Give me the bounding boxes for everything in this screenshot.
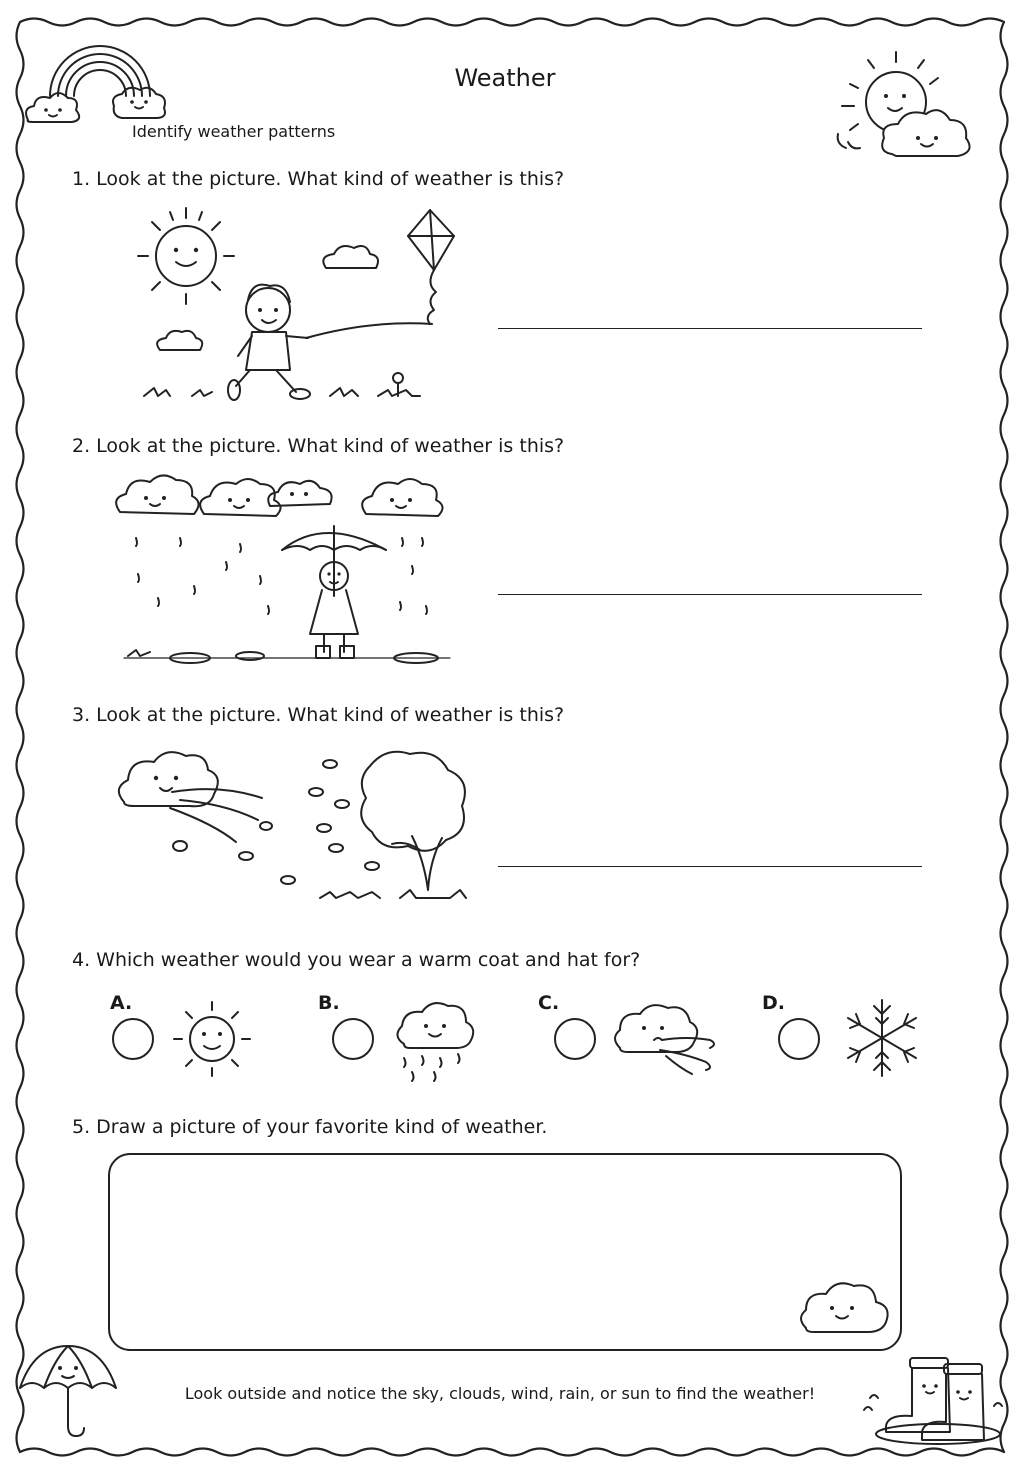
- question-5-text: 5. Draw a picture of your favorite kind of weather.: [72, 1116, 548, 1138]
- sun-icon: [166, 996, 258, 1082]
- option-d-letter: D.: [762, 992, 785, 1014]
- footer-tip: Look outside and notice the sky, clouds, wind, rain, or sun to find the weather!: [184, 1384, 816, 1403]
- rain-boots-icon: [858, 1352, 1008, 1448]
- option-b-letter: B.: [318, 992, 340, 1014]
- question-1-text: 1. Look at the picture. What kind of weather is this?: [72, 168, 565, 190]
- answer-line-3[interactable]: [498, 866, 922, 867]
- rain-umbrella-icon: [110, 466, 460, 666]
- sunny-kite-icon: [130, 200, 470, 410]
- question-2-text: 2. Look at the picture. What kind of weather is this?: [72, 435, 565, 457]
- sun-behind-cloud-icon: [826, 44, 986, 174]
- option-b-bubble[interactable]: [332, 1018, 374, 1060]
- windy-tree-icon: [110, 740, 480, 910]
- worksheet-subtitle: Identify weather patterns: [132, 122, 336, 141]
- option-d-bubble[interactable]: [778, 1018, 820, 1060]
- wind-cloud-icon: [610, 996, 720, 1080]
- option-a-bubble[interactable]: [112, 1018, 154, 1060]
- smiling-cloud-icon: [796, 1270, 896, 1340]
- snowflake-icon: [842, 996, 922, 1080]
- answer-line-1[interactable]: [498, 328, 922, 329]
- rain-cloud-icon: [390, 996, 480, 1084]
- answer-line-2[interactable]: [498, 594, 922, 595]
- drawing-area[interactable]: [108, 1153, 902, 1351]
- option-c-letter: C.: [538, 992, 560, 1014]
- question-3-text: 3. Look at the picture. What kind of weather is this?: [72, 704, 565, 726]
- worksheet-title: Weather: [454, 64, 556, 92]
- option-c-bubble[interactable]: [554, 1018, 596, 1060]
- option-a-letter: A.: [110, 992, 133, 1014]
- question-4-text: 4. Which weather would you wear a warm coat and hat for?: [72, 949, 641, 971]
